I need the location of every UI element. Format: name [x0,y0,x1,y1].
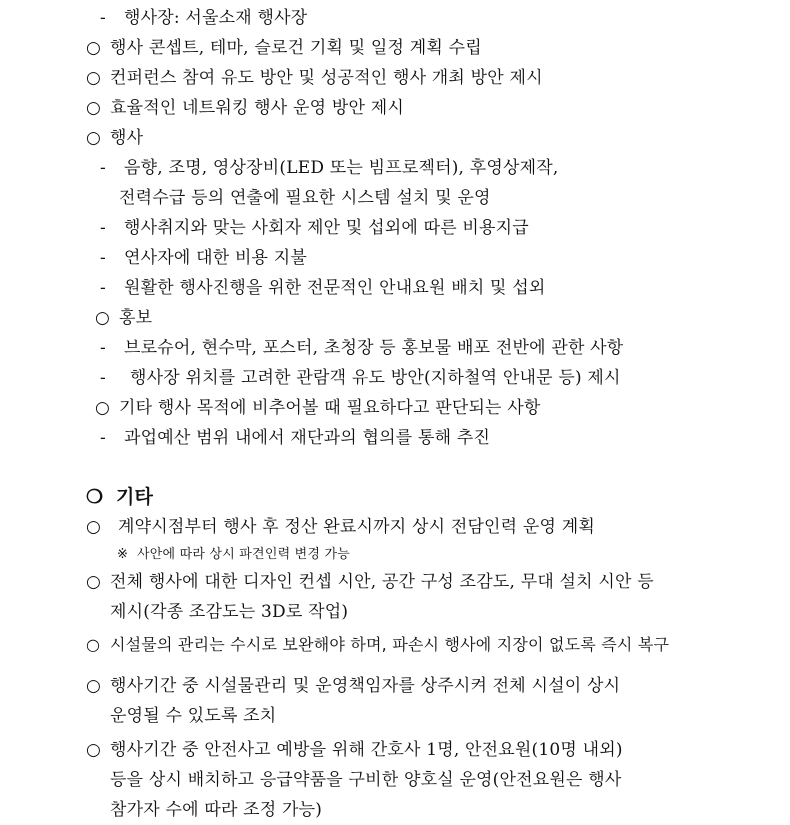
line-text: 사안에 따라 상시 파견인력 변경 가능 [137,547,351,562]
circle-bullet: ○ [86,572,102,592]
line-text: 원활한 행사진행을 위한 전문적인 안내요원 배치 및 섭외 [124,278,546,298]
line-text: 행사 콘셉트, 테마, 슬로건 기획 및 일정 계획 수립 [110,38,482,58]
line-text: 기타 행사 목적에 비추어볼 때 필요하다고 판단되는 사항 [119,398,541,418]
note-mark: ※ [117,547,129,562]
line-text: 과업예산 범위 내에서 재단과의 협의를 통해 추진 [124,428,491,448]
conference-line [86,67,543,89]
line-text: 음향, 조명, 영상장비(LED 또는 빔프로젝터), 후영상제작, [124,158,559,178]
line-text: 행사 [110,128,144,148]
line-text: 브로슈어, 현수막, 포스터, 초청장 등 홍보물 배포 전반에 관한 사항 [124,338,624,358]
circle-bullet: ○ [86,676,102,696]
concept-line [86,37,482,59]
line-text: 참가자 수에 따라 조정 가능) [110,800,323,820]
misc-line [95,397,541,419]
line-text: 운영될 수 있도록 조치 [110,706,277,726]
manager-line [86,675,620,697]
line-text: 행사취지와 맞는 사회자 제안 및 섭외에 따른 비용지급 [124,218,529,238]
dash-bullet: - [100,428,106,448]
brochure-line [100,337,623,359]
safety-line-cont-2 [110,799,322,821]
line-text: 효율적인 네트워킹 행사 운영 방안 제시 [110,98,404,118]
circle-bullet: ○ [95,308,111,328]
dash-bullet: - [100,338,106,358]
venue-line [100,7,307,29]
line-text: 시설물의 관리는 수시로 보완해야 하며, 파손시 행사에 지장이 없도록 즉시 복구 [110,635,670,654]
line-text: 제시(각종 조감도는 3D로 작업) [110,602,349,622]
speaker-line [100,247,307,269]
networking-line [86,97,404,119]
circle-bullet: ○ [86,68,102,88]
circle-bullet: ○ [95,398,111,418]
audience-line [100,367,621,389]
circle-bullet: ○ [86,740,102,760]
dash-bullet: - [100,8,106,28]
line-text: 연사자에 대한 비용 지불 [124,248,308,268]
safety-line-cont [110,769,621,791]
promotion-line [95,307,152,329]
line-text: 행사장 위치를 고려한 관람객 유도 방안(지하철역 안내문 등) 제시 [130,368,621,388]
circle-bullet: ○ [86,128,102,148]
facility-line [86,634,669,656]
note-line [117,546,350,564]
line-text: 행사기간 중 안전사고 예방을 위해 간호사 1명, 안전요원(10명 내외) [110,740,623,760]
budget-line [100,427,490,449]
staff-line [86,516,595,538]
equipment-line [100,157,558,179]
line-text: 전력수급 등의 연출에 필요한 시스템 설치 및 운영 [119,188,491,208]
big-circle-bullet: ❍ [86,486,104,508]
safety-line [86,739,623,761]
dash-bullet: - [100,248,106,268]
circle-bullet: ○ [86,517,102,537]
host-line [100,217,529,239]
line-text: 컨퍼런스 참여 유도 방안 및 성공적인 행사 개최 방안 제시 [110,68,543,88]
dash-bullet: - [100,158,106,178]
circle-bullet: ○ [86,38,102,58]
circle-bullet: ○ [86,98,102,118]
other-heading [86,485,153,509]
dash-bullet: - [100,218,106,238]
line-text: 행사기간 중 시설물관리 및 운영책임자를 상주시켜 전체 시설이 상시 [110,676,621,696]
design-line-cont [110,601,348,623]
manager-line-cont [110,705,276,727]
line-text: 전체 행사에 대한 디자인 컨셉 시안, 공간 구성 조감도, 무대 설치 시안 등 [110,572,654,592]
line-text: 계약시점부터 행사 후 정산 완료시까지 상시 전담인력 운영 계획 [118,517,596,537]
line-text: 행사장: 서울소재 행사장 [124,8,308,28]
dash-bullet: - [100,278,106,298]
heading-text: 기타 [116,486,154,508]
line-text: 홍보 [119,308,153,328]
power-line [119,187,491,209]
guide-line [100,277,546,299]
circle-bullet: ○ [86,635,101,654]
dash-bullet: - [100,368,106,388]
line-text: 등을 상시 배치하고 응급약품을 구비한 양호실 운영(안전요원은 행사 [110,770,622,790]
event-line [86,127,143,149]
design-line [86,571,654,593]
